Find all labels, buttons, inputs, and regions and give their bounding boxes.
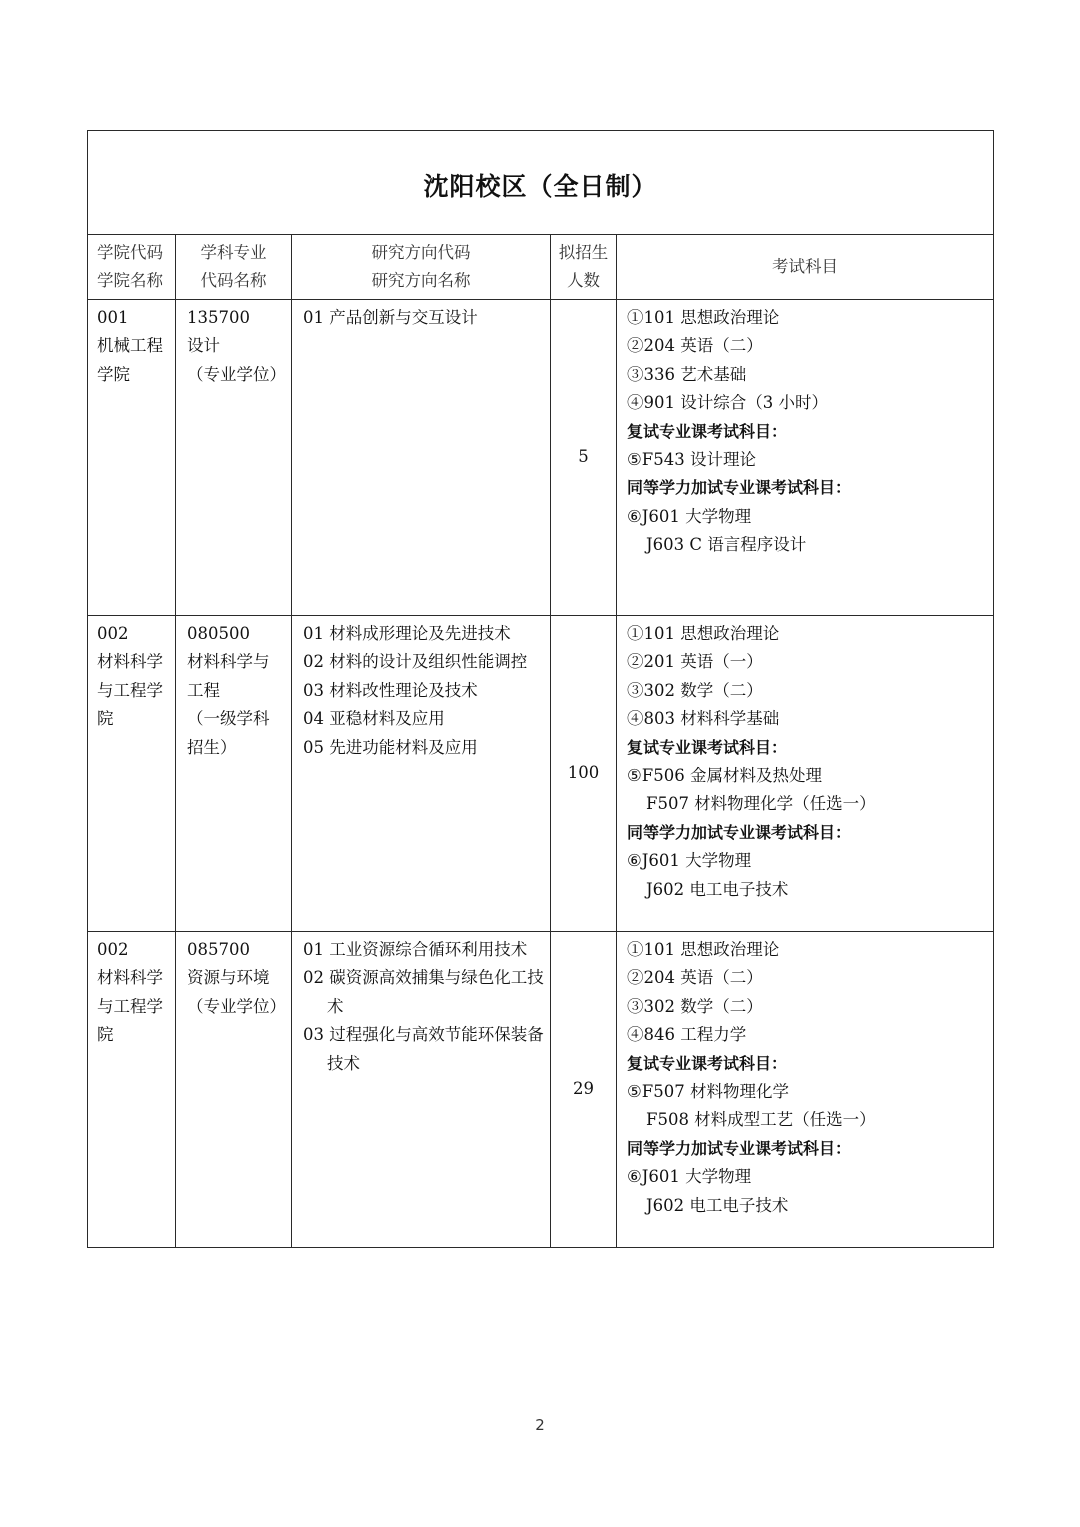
header-college-line: 学院名称 [97,271,163,290]
retest-label: 复试专业课考试科目： [627,421,788,441]
major-name: （一级学科 [187,709,270,729]
exam-subject: ④803 材料科学基础 [627,709,780,729]
exam-subject: ①101 思想政治理论 [627,624,780,643]
equiv-subject: J602 电工电子技术 [646,1195,789,1215]
equiv-label: 同等学力加试专业课考试科目： [627,1138,852,1158]
college-cell [88,300,176,616]
college-name: 材料科学 [97,652,163,672]
header-quota [551,235,617,300]
exam-subject: ④846 工程力学 [627,1025,747,1045]
college-name: 机械工程 [97,336,163,356]
equiv-subject: J603 C 语言程序设计 [646,535,807,555]
retest-subject: ⑤F543 设计理论 [627,450,756,470]
title-row [88,131,994,235]
header-direction-line: 研究方向代码 [371,243,471,262]
header-direction-line: 研究方向名称 [371,271,471,290]
header-row [88,235,994,300]
quota-cell [551,300,617,616]
title-cell [88,131,994,235]
retest-subject: ⑤F507 材料物理化学 [627,1082,789,1102]
header-quota-line: 拟招生 [558,243,609,262]
equiv-label: 同等学力加试专业课考试科目： [627,822,852,842]
quota-value: 5 [578,447,589,467]
catalog-table [87,130,994,1248]
college-name: 材料科学 [97,968,163,988]
college-code: 002 [97,940,129,959]
college-name: 学院 [97,364,130,384]
table-row [88,616,994,932]
page-number: 2 [535,1416,545,1434]
direction-item: 01 工业资源综合循环利用技术 [303,940,528,959]
direction-item: 02 材料的设计及组织性能调控 [303,652,528,672]
table-title: 沈阳校区（全日制） [423,171,658,201]
exam-subject: ①101 思想政治理论 [627,940,780,959]
retest-subject: ⑤F506 金属材料及热处理 [627,766,822,786]
quota-value: 100 [567,763,600,783]
major-name: （专业学位） [187,996,286,1016]
college-cell [88,616,176,932]
header-direction [292,235,551,300]
college-name: 与工程学 [97,996,163,1016]
major-name: 招生） [187,737,237,757]
quota-cell [551,932,617,1248]
major-code: 135700 [187,308,250,327]
major-cell [176,932,292,1248]
direction-item: 01 产品创新与交互设计 [303,308,478,327]
direction-cell [292,616,551,932]
retest-subject: F507 材料物理化学（任选一） [646,794,876,814]
equiv-subject: J602 电工电子技术 [646,879,789,899]
header-college-line: 学院代码 [97,243,163,262]
header-college [88,235,176,300]
exam-subject: ②201 英语（一） [627,652,763,672]
equiv-subject: ⑥J601 大学物理 [627,851,752,871]
header-exam [617,235,994,300]
header-quota-line: 人数 [567,271,600,290]
equiv-label: 同等学力加试专业课考试科目： [627,478,852,498]
direction-item: 01 材料成形理论及先进技术 [303,624,511,643]
college-name: 院 [97,709,114,729]
exam-subject: ④901 设计综合（3 小时） [627,393,828,413]
direction-item: 05 先进功能材料及应用 [303,737,478,757]
major-code: 080500 [187,624,250,643]
equiv-subject: ⑥J601 大学物理 [627,506,752,526]
exam-subject: ①101 思想政治理论 [627,308,780,327]
college-name: 院 [97,1025,114,1045]
major-cell [176,616,292,932]
quota-cell [551,616,617,932]
direction-item: 04 亚稳材料及应用 [303,709,445,729]
major-name: 工程 [187,680,220,700]
major-cell [176,300,292,616]
exam-subject: ②204 英语（二） [627,336,763,356]
quota-value: 29 [573,1079,594,1099]
equiv-subject: ⑥J601 大学物理 [627,1167,752,1187]
major-name: 资源与环境 [187,968,270,988]
major-name: 材料科学与 [187,652,270,672]
header-major-line: 学科专业 [200,243,267,262]
retest-label: 复试专业课考试科目： [627,1053,788,1073]
college-name: 与工程学 [97,680,163,700]
college-cell [88,932,176,1248]
major-name: （专业学位） [187,364,286,384]
direction-item: 03 材料改性理论及技术 [303,680,478,700]
exam-subject: ③302 数学（二） [627,680,763,700]
major-name: 设计 [187,336,220,356]
exam-cell [617,932,994,1248]
exam-cell [617,616,994,932]
retest-label: 复试专业课考试科目： [627,737,788,757]
direction-item: 02 碳资源高效捕集与绿色化工技术 [303,968,544,1016]
exam-subject: ③302 数学（二） [627,996,763,1016]
college-code: 002 [97,624,129,643]
header-exam-label: 考试科目 [772,257,838,276]
exam-subject: ②204 英语（二） [627,968,763,988]
major-code: 085700 [187,940,250,959]
table-row [88,300,994,616]
college-code: 001 [97,308,129,327]
direction-item: 03 过程强化与高效节能环保装备技术 [303,1025,544,1073]
retest-subject: F508 材料成型工艺（任选一） [646,1110,876,1130]
direction-cell [292,300,551,616]
header-major-line: 代码名称 [200,271,267,290]
table-row [88,932,994,1248]
exam-cell [617,300,994,616]
header-major [176,235,292,300]
direction-cell [292,932,551,1248]
exam-subject: ③336 艺术基础 [627,364,747,384]
